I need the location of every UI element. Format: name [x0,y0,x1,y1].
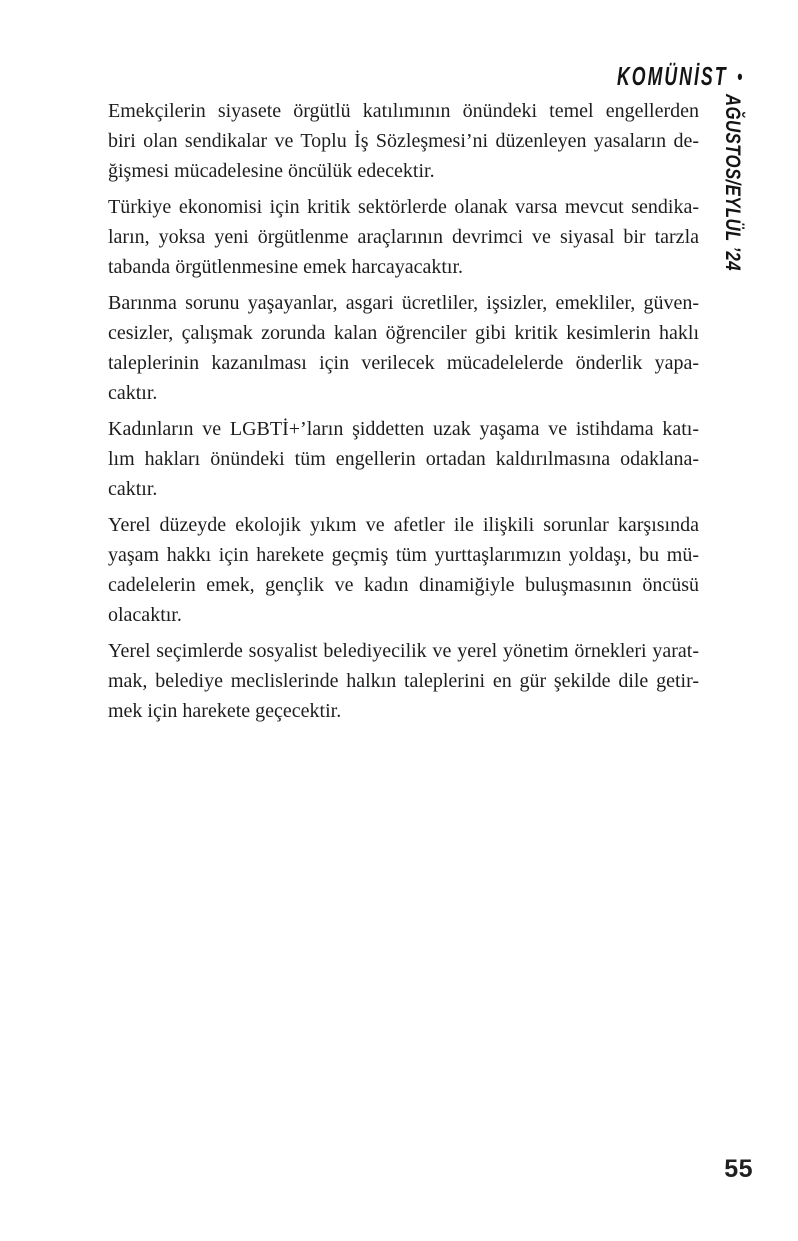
paragraph [108,510,699,630]
issue-date-vertical: AĞUSTOS/EYLÜL ’24 [721,94,744,272]
text-line: mak, belediye meclislerinde halkın taleplerini en gür şekilde dile getir- [108,670,699,692]
text-line: Yerel düzeyde ekolojik yıkım ve afetler ile ilişkili sorunlar karşısında [108,514,699,536]
page-number: 55 [724,1155,753,1183]
text-line: biri olan sendikalar ve Toplu İş Sözleşmesi’ni düzenleyen yasaların de- [108,130,699,152]
text-line: Kadınların ve LGBTİ+’ların şiddetten uzak yaşama ve istihdama katı- [108,418,699,440]
paragraph [108,288,699,408]
text-line: Barınma sorunu yaşayanlar, asgari ücretliler, işsizler, emekliler, güven- [108,292,699,314]
text-line: Yerel seçimlerde sosyalist belediyecilik ve yerel yönetim örnekleri yarat- [108,640,699,662]
text-line: lım hakları önündeki tüm engellerin ortadan kaldırılmasına odaklana- [108,448,699,470]
page-header [617,61,742,92]
journal-title: KOMÜNİST [616,61,728,91]
text-line: ların, yoksa yeni örgütlenme araçlarının devrimci ve siyasal bir tarzla [108,226,699,248]
text-line: tabanda örgütlenmesine emek harcayacaktır. [108,256,464,278]
text-line: cadelelerin emek, gençlik ve kadın dinamiğiyle buluşmasının öncüsü [108,574,699,596]
text-line: Türkiye ekonomisi için kritik sektörlerde olanak varsa mevcut sendika- [108,196,699,218]
paragraph [108,414,699,504]
text-line: taleplerinin kazanılması için verilecek mücadelelerde önderlik yapa- [108,352,699,374]
bullet-separator-icon: • [736,63,742,89]
text-line: Emekçilerin siyasete örgütlü katılımının önündeki temel engellerden [108,100,699,122]
text-line: cesizler, çalışmak zorunda kalan öğrenciler gibi kritik kesimlerin haklı [108,322,699,344]
article-body [108,96,699,732]
paragraph [108,96,699,186]
paragraph [108,636,699,726]
text-line: olacaktır. [108,604,182,626]
text-line: mek için harekete geçecektir. [108,700,342,722]
paragraph [108,192,699,282]
text-line: ğişmesi mücadelesine öncülük edecektir. [108,160,435,182]
text-line: caktır. [108,478,158,500]
text-line: yaşam hakkı için harekete geçmiş tüm yurttaşlarımızın yoldaşı, bu mü- [108,544,699,566]
text-line: caktır. [108,382,158,404]
